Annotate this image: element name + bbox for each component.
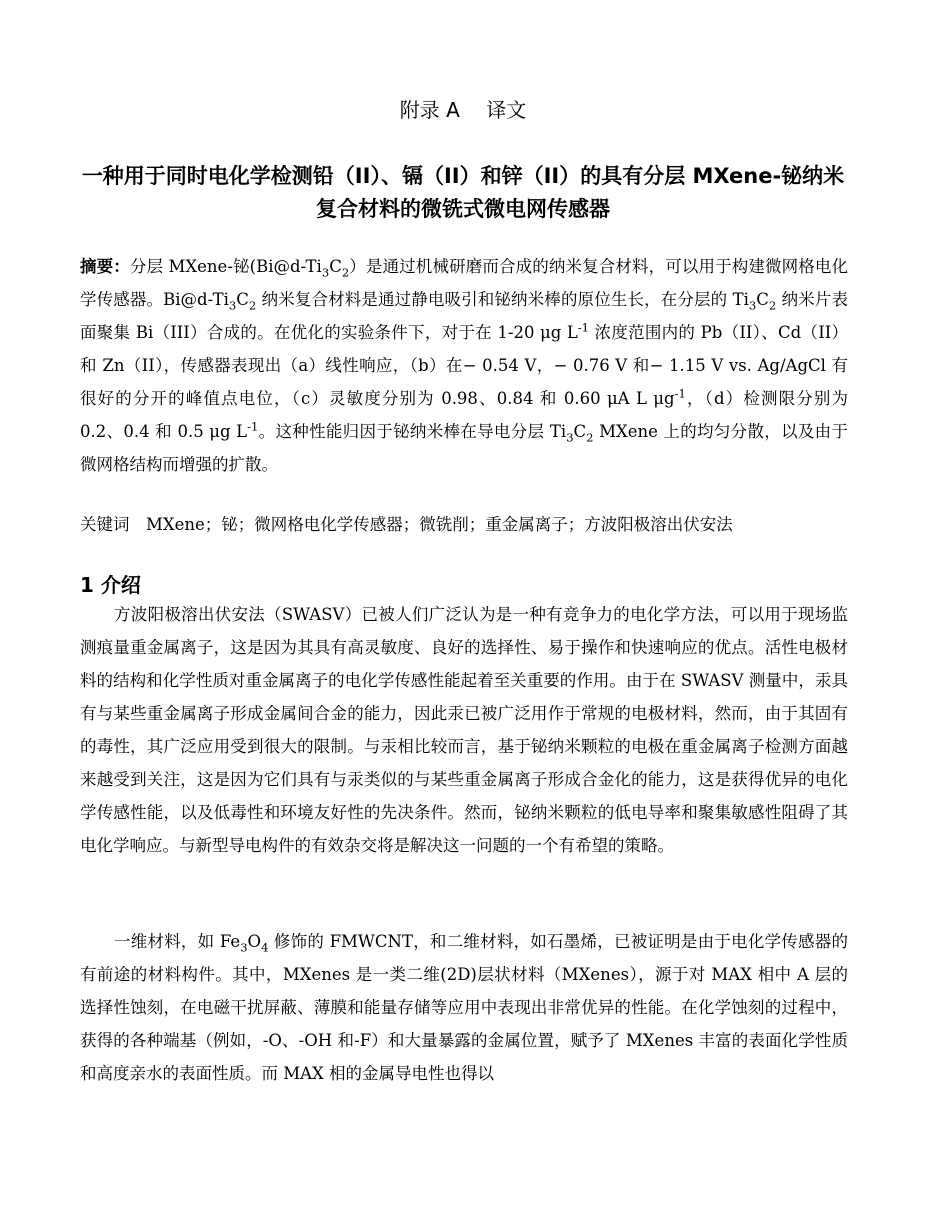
abstract: 摘要：分层 MXene-铋$(Bi@d-Ti_3C_2)$是通过机械研磨而合成的纳米复合材料，可以用于构建微网格电化学传感器。$Bi@d-Ti_3C_2$ 纳米复合材料是通过静电吸引和铋纳米棒的原位生长，在分层的 $Ti_3C_2$ 纳米片表面聚集 Bi（III）合成的。在优化的实验条件下，对于在 1-20 μg $L^{-1}$ 浓度范围内的 Pb（II）、Cd（II）和 Zn（II），传感器表现出（a）线性响应，（b）在− 0.54 V，− 0.76 V 和− 1.15 V vs. Ag/AgCl 有很好的分开的峰值点电位，（c）灵敏度分别为 0.98、0.84 和 0.60 μA L $\mu g^{-1}$，（d）检测限分别为 0.2、0.4 和 0.5 μg $L^{-1}$。这种性能归因于铋纳米棒在导电分层 $Ti_3C_2$ MXene 上的均匀分散，以及由于微网格结构而增强的扩散。 <box>80 257 849 474</box>
paper-title: 一种用于同时电化学检测铅（II）、镉（II）和锌（II）的具有分层 MXene-铋纳米复合材料的微铣式微电网传感器 <box>81 164 845 221</box>
abstract-label: 摘要： <box>80 257 130 276</box>
paragraph-1: 方波阳极溶出伏安法（SWASV）已被人们广泛认为是一种有竞争力的电化学方法，可以用于现场监测痕量重金属离子，这是因为其具有高灵敏度、良好的选择性、易于操作和快速响应的优点。活性电极材料的结构和化学性质对重金属离子的电化学传感性能起着至关重要的作用。由于在 SWASV 测量中，汞具有与某些重金属离子形成金属间合金的能力，因此汞已被广泛用作于常规的电极材料，然而，由于其固有的毒性，其广泛应用受到很大的限制。与汞相比较而言，基于铋纳米颗粒的电极在重金属离子检测方面越来越受到关注，这是因为它们具有与汞类似的与某些重金属离子形成合金化的能力，这是获得优异的电化学传感性能，以及低毒性和环境友好性的先决条件。然而，铋纳米颗粒的低电导率和聚集敏感性阻碍了其电化学响应。与新型导电构件的有效杂交将是解决这一问题的一个有希望的策略。 <box>80 605 848 855</box>
section-heading: 1 介绍 <box>80 573 141 597</box>
appendix-heading: 附录 A 译文 <box>399 98 527 122</box>
keywords: 关键词 MXene；铋；微网格电化学传感器；微铣削；重金属离子；方波阳极溶出伏安法 <box>80 515 733 534</box>
paragraph-2: 一维材料，如 $Fe_3O_4$ 修饰的 FMWCNT，和二维材料，如石墨烯，已被证明是由于电化学传感器的有前途的材料构件。其中，MXenes 是一类二维(2D)层状材料（MXenes），源于对 MAX 相中 A 层的选择性蚀刻，在电磁干扰屏蔽、薄膜和能量存储等应用中表现出非常优异的性能。在化学蚀刻的过程中，获得的各种端基（例如，-O、-OH 和-F）和大量暴露的金属位置，赋予了 MXenes 丰富的表面化学性质和高度亲水的表面性质。而 MAX 相的金属导电性也得以 <box>80 932 848 1083</box>
